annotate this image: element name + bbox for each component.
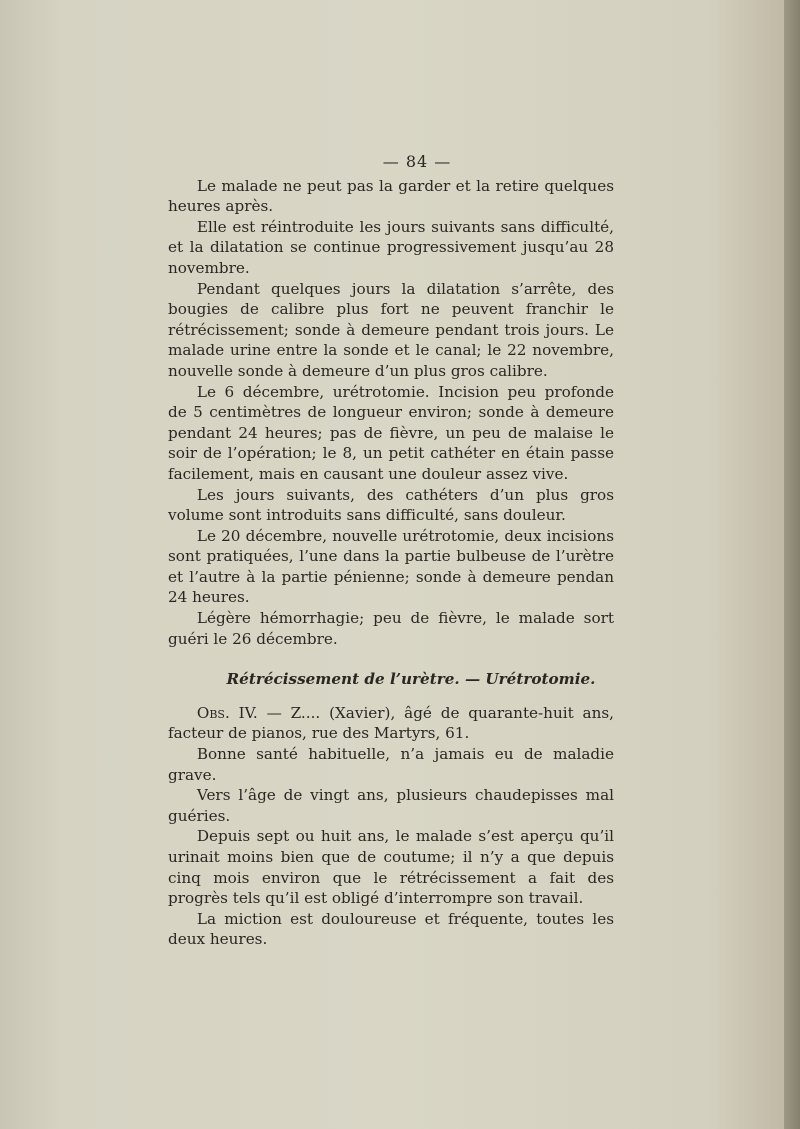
paragraph: Le 20 décembre, nouvelle urétrotomie, deux incisions sont pratiquées, l’une dans la partie bulbeuse de l’urètre et l’autre à la partie pénienne; sonde à demeure pendan 24 heures. [168,526,614,607]
paragraph: La miction est douloureuse et fréquente, toutes les deux heures. [168,909,614,949]
section-heading: Rétrécissement de l’urètre. — Urétrotomie. [226,670,596,689]
observation-paragraph [168,703,614,744]
paragraph: Vers l’âge de vingt ans, plusieurs chaudepisses mal guéries. [168,786,614,825]
paragraph: Légère hémorrhagie; peu de fièvre, le malade sort guéri le 26 décembre. [168,609,614,648]
paragraph: Le 6 décembre, urétrotomie. Incision peu profonde de 5 centimètres de longueur environ; sonde à demeure pendant 24 heures; pas de fièvre, un peu de malaise le soir de l’opération; le 8, un petit cathéter en étain passe facilement, mais en causant une douleur assez vive. [168,382,614,483]
paragraph: Les jours suivants, des cathéters d’un plus gros volume sont introduits sans difficulté, sans douleur. [168,485,614,525]
paragraph: Pendant quelques jours la dilatation s’arrête, des bougies de calibre plus fort ne peuvent franchir le rétrécissement; sonde à demeure pendant trois jours. Le malade urine entre la sonde et le canal; le 22 novembre, nouvelle sonde à demeure d’un plus gros calibre. [168,279,614,380]
text-block [168,152,614,950]
paragraph: Elle est réintroduite les jours suivants sans difficulté, et la dilatation se continue progressivement jusqu’au 28 novembre. [168,217,614,277]
paragraph: Depuis sept ou huit ans, le malade s’est aperçu qu’il urinait moins bien que de coutume; il n’y a que depuis cinq mois environ que le rétrécissement a fait des progrès tels qu’il est obligé d’interrompre son travail. [168,827,614,908]
observation-text: — Z.... (Xavier), âgé de quarante-huit ans, facteur de pianos, rue des Martyrs, 61. [168,703,615,743]
page-number: — 84 — [382,152,452,171]
observation-label: Obs. IV. [196,703,258,722]
paragraph: Le malade ne peut pas la garder et la retire quelques heures après. [168,176,614,216]
paragraph: Bonne santé habituelle, n’a jamais eu de maladie grave. [168,745,614,784]
page-spine-edge [784,0,800,1129]
